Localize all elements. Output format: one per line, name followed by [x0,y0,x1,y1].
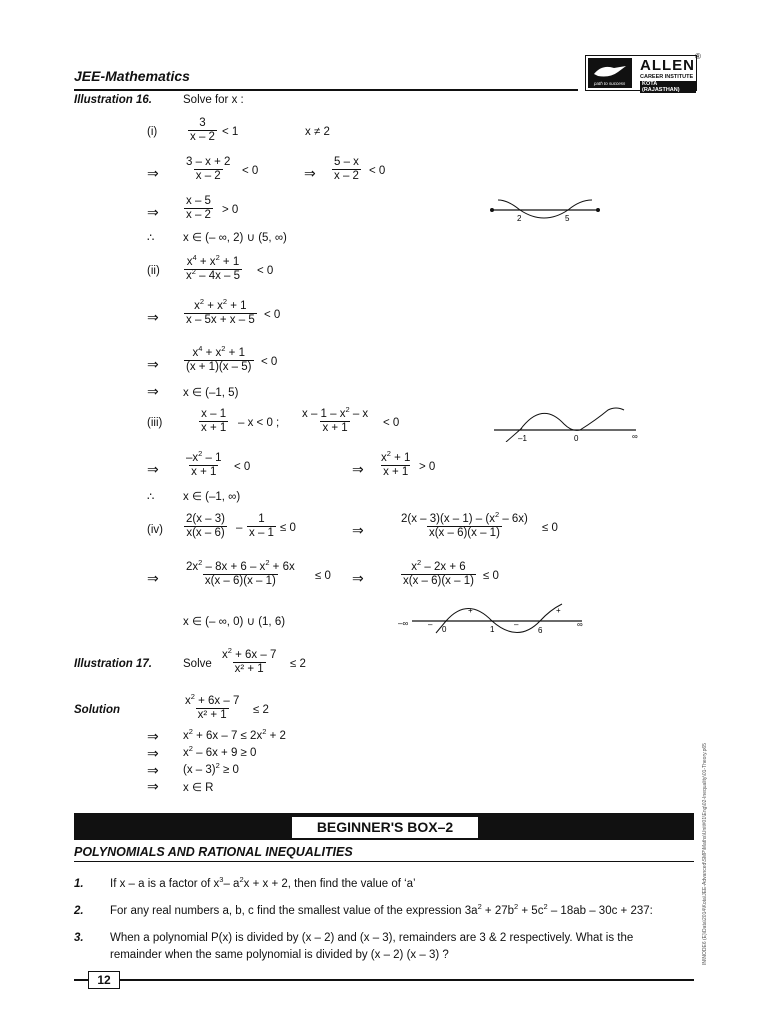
line-label: ∞ [632,432,638,441]
part-iii-tag: (iii) [147,417,163,429]
relation: < 1 [222,126,239,138]
fraction: $\frac{-x^2 - 1}{x + 1}$ [186,449,222,478]
relation: ≤ 0 [280,522,296,534]
fraction: $\frac{x - 1 - x^2 - x}{x + 1}$ [302,405,369,434]
minus-sign: – [236,522,243,534]
section-rule [74,861,694,862]
implies-arrow: ⇒ [352,570,364,586]
page-header-title: JEE-Mathematics [74,68,190,84]
implies-arrow: ⇒ [147,570,159,586]
implies-arrow: ⇒ [352,461,364,477]
fraction: $\frac{3}{x - 2}$ [190,117,215,143]
implies-arrow: ⇒ [304,165,316,181]
relation: < 0 [257,265,274,277]
fraction: $\frac{1}{x - 1}$ [249,513,274,539]
fraction: $\frac{x^4 + x^2 + 1}{x^2 - 4x - 5}$ [186,253,241,282]
footer-rule [74,979,694,981]
line-label: 0 [442,625,447,634]
allen-logo [585,55,697,91]
number-line-i [488,196,603,226]
number-line-iii [492,402,642,442]
relation: < 0 [383,417,400,429]
fraction: $\frac{x^4 + x^2 + 1}{(x + 1)(x - 5)}$ [186,344,252,373]
fraction: $\frac{x - 5}{x - 2}$ [186,195,211,221]
relation: < 0 [369,165,386,177]
relation: ≤ 0 [315,570,331,582]
fraction: $\frac{x^2 + 1}{x + 1}$ [381,449,411,478]
illustration-16-label: Illustration 16. [74,94,152,106]
line-label: – [514,620,519,629]
line-label: – [428,620,433,629]
relation: < 0 [264,309,281,321]
logo-emblem-icon [588,58,632,88]
section-title: POLYNOMIALS AND RATIONAL INEQUALITIES [74,845,353,859]
fraction: $\frac{3 - x + 2}{x - 2}$ [186,156,231,182]
implies-arrow: ⇒ [147,356,159,372]
implies-arrow: ⇒ [147,309,159,325]
fraction: $\frac{x^2 - 2x + 6}{x(x - 6)(x - 1)}$ [403,558,474,587]
relation: ≤ 2 [290,658,306,670]
question-3-line2: remainder when the same polynomial is divided by (x – 2) (x – 3) ? [110,949,449,961]
line-label: 6 [538,626,543,635]
line-label: 2 [517,214,522,223]
therefore-symbol: ∴ [147,491,155,503]
implies-arrow: ⇒ [147,461,159,477]
solution-label: Solution [74,704,120,716]
question-number: 2. [74,905,84,917]
question-2: For any real numbers a, b, c find the smallest value of the expression $3a^2 + 27b^2 + 5c^2 - 18ab - 30c + 237$: [110,902,653,917]
implies-arrow: ⇒ [147,745,159,761]
implies-arrow: ⇒ [147,165,159,181]
number-line-iv [396,600,591,635]
illustration-17-label: Illustration 17. [74,658,152,670]
beginners-box-title: BEGINNER'S BOX–2 [291,816,479,839]
solution-step: $x^2 - 6x + 9 \ge 0$ [183,744,257,759]
implies-arrow: ⇒ [147,778,159,794]
line-label: –∞ [398,619,409,628]
line-label: –1 [518,434,527,442]
implies-arrow: ⇒ [147,204,159,220]
implies-arrow: ⇒ [147,383,159,399]
solution-step: (x – 3)$^2$ ≥ 0 [183,761,239,776]
solution-step: $x^2 + 6x - 7 \le 2x^2 + 2$ [183,727,286,742]
relation: > 0 [222,204,239,216]
fraction: $\frac{5 - x}{x - 2}$ [334,156,359,182]
expression-tail: – x < 0 ; [238,417,280,429]
relation: ≤ 0 [483,570,499,582]
question-3-line1: When a polynomial P(x) is divided by (x – 2) and (x – 3), remainders are 3 & 2 respectively. What is the [110,932,634,944]
implies-arrow: ⇒ [352,522,364,538]
fraction: $\frac{x^2 + 6x - 7}{\text{x² + 1}}$ [222,646,277,675]
fraction: $\frac{2(x - 3)(x - 1) - (x^2 - 6x)}{x(x - 6)(x - 1)}$ [401,510,528,539]
line-label: 5 [565,214,570,223]
result-ii: x ∈ (–1, 5) [183,387,239,399]
line-label: + [468,606,473,615]
implies-arrow: ⇒ [147,762,159,778]
logo-brand: ALLEN [640,57,695,74]
line-label: 0 [574,434,579,442]
part-i-tag: (i) [147,126,158,138]
logo-sub2: KOTA (RAJASTHAN) [640,81,696,93]
line-label: ∞ [577,620,583,629]
part-ii-tag: (ii) [147,265,160,277]
question-number: 1. [74,878,84,890]
fraction: $\frac{2(x - 3)}{x(x - 6)}$ [186,513,225,539]
logo-tagline: path to success [594,81,626,86]
side-file-path: IN\NODE6 (E)\Data\2014\Kota\JEE-Advanced\SMP\Maths\Unit#01\Eng\02-Inequality\01-Theory.p65 [702,743,708,965]
relation: > 0 [419,461,436,473]
result-iv: x ∈ (– ∞, 0) ∪ (1, 6) [183,616,286,628]
result-iii: x ∈ (–1, ∞) [183,491,241,503]
implies-arrow: ⇒ [147,728,159,744]
line-label: + [556,606,561,615]
relation: < 0 [261,356,278,368]
page-number: 12 [88,971,120,989]
fraction: $\frac{x - 1}{x + 1}$ [201,408,227,434]
therefore-symbol: ∴ [147,232,155,244]
solution-result: x ∈ R [183,782,214,794]
fraction: $\frac{x^2 + x^2 + 1}{x - 5x + x - 5}$ [186,297,255,326]
relation: ≤ 2 [253,704,269,716]
header-rule [74,89,578,91]
condition: x ≠ 2 [305,126,330,138]
question-number: 3. [74,932,84,944]
illustration-16-prompt: Solve for x : [183,94,244,106]
illustration-17-prompt: Solve [183,658,212,670]
logo-sub1: CAREER INSTITUTE [640,74,694,80]
relation: ≤ 0 [542,522,558,534]
result-i: x ∈ (– ∞, 2) ∪ (5, ∞) [183,232,287,244]
fraction: $\frac{2x^2 - 8x + 6 - x^2 + 6x}{x(x - 6)(x - 1)}$ [186,558,295,587]
relation: < 0 [234,461,251,473]
fraction: $\frac{x^2 + 6x - 7}{\text{x² + 1}}$ [185,692,240,721]
relation: < 0 [242,165,259,177]
part-iv-tag: (iv) [147,524,163,536]
registered-mark: ® [695,52,701,61]
line-label: 1 [490,625,495,634]
question-1: If x – a is a factor of $x^3-$ $a^2x + x + 2$, then find the value of ‘a’ [110,875,416,890]
